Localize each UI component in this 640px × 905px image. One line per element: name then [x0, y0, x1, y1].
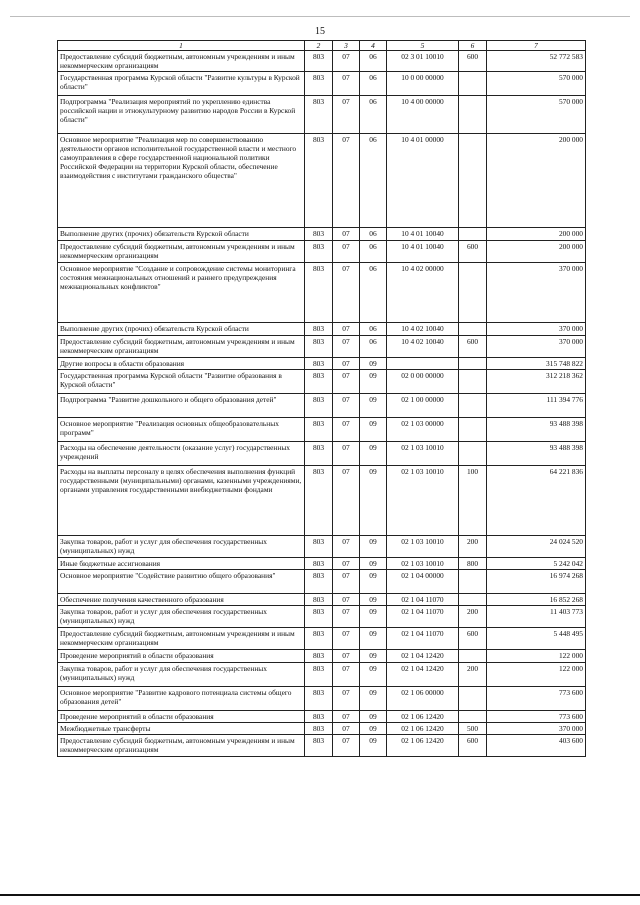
table-row: [58, 650, 586, 663]
cell-ved: 803: [305, 723, 333, 735]
table-row: [58, 228, 586, 241]
cell-pr: 09: [360, 723, 387, 735]
cell-ved: 803: [305, 466, 333, 536]
cell-sum: 24 024 520: [487, 536, 586, 558]
cell-rz: 07: [333, 96, 360, 134]
cell-rz: 07: [333, 723, 360, 735]
cell-sum: 122 000: [487, 663, 586, 687]
cell-sum: 315 748 822: [487, 358, 586, 370]
cell-vr: [459, 370, 487, 394]
cell-sum: 52 772 583: [487, 51, 586, 72]
cell-pr: 09: [360, 358, 387, 370]
cell-csr: 02 1 03 10010: [387, 442, 459, 466]
cell-csr: 02 0 00 00000: [387, 370, 459, 394]
cell-vr: 500: [459, 723, 487, 735]
table-row: [58, 263, 586, 323]
cell-pr: 09: [360, 594, 387, 606]
cell-csr: 02 1 06 12420: [387, 735, 459, 757]
cell-ved: 803: [305, 241, 333, 263]
cell-rz: 07: [333, 394, 360, 418]
cell-rz: 07: [333, 687, 360, 711]
cell-name: Проведение мероприятий в области образования: [58, 711, 305, 723]
cell-vr: 200: [459, 663, 487, 687]
cell-name: Основное мероприятие "Реализация основных общеобразовательных программ": [58, 418, 305, 442]
cell-sum: 200 000: [487, 228, 586, 241]
column-header-pr: 4: [360, 41, 387, 51]
cell-sum: 773 600: [487, 687, 586, 711]
table-row: [58, 358, 586, 370]
table-row: [58, 711, 586, 723]
top-rule: [10, 16, 630, 17]
cell-ved: 803: [305, 418, 333, 442]
table-row: [58, 628, 586, 650]
cell-name: Другие вопросы в области образования: [58, 358, 305, 370]
table-row: [58, 72, 586, 96]
cell-vr: [459, 96, 487, 134]
cell-pr: 09: [360, 370, 387, 394]
cell-pr: 06: [360, 336, 387, 358]
cell-ved: 803: [305, 536, 333, 558]
cell-name: Закупка товаров, работ и услуг для обеспечения государственных (муниципальных) нужд: [58, 663, 305, 687]
column-header-ved: 2: [305, 41, 333, 51]
cell-rz: 07: [333, 241, 360, 263]
table-row: [58, 394, 586, 418]
cell-sum: 570 000: [487, 96, 586, 134]
cell-pr: 09: [360, 536, 387, 558]
cell-pr: 09: [360, 606, 387, 628]
cell-ved: 803: [305, 735, 333, 757]
cell-sum: 111 394 776: [487, 394, 586, 418]
cell-csr: 10 4 01 00000: [387, 134, 459, 228]
cell-csr: 10 4 01 10040: [387, 228, 459, 241]
cell-sum: 11 403 773: [487, 606, 586, 628]
cell-sum: 370 000: [487, 723, 586, 735]
cell-pr: 06: [360, 134, 387, 228]
cell-pr: 09: [360, 418, 387, 442]
table-row: [58, 594, 586, 606]
cell-pr: 09: [360, 711, 387, 723]
cell-sum: 5 448 495: [487, 628, 586, 650]
cell-sum: 16 852 268: [487, 594, 586, 606]
cell-name: Предоставление субсидий бюджетным, автономным учреждениям и иным некоммерческим организациям: [58, 628, 305, 650]
column-header-vr: 6: [459, 41, 487, 51]
cell-sum: 64 221 836: [487, 466, 586, 536]
page-number: 15: [315, 26, 325, 37]
cell-csr: 02 1 04 00000: [387, 570, 459, 594]
cell-sum: 370 000: [487, 336, 586, 358]
cell-ved: 803: [305, 263, 333, 323]
cell-rz: 07: [333, 606, 360, 628]
cell-rz: 07: [333, 628, 360, 650]
cell-vr: 200: [459, 606, 487, 628]
bottom-rule: [0, 894, 640, 896]
cell-csr: [387, 358, 459, 370]
cell-ved: 803: [305, 650, 333, 663]
cell-pr: 09: [360, 466, 387, 536]
cell-csr: 02 1 06 12420: [387, 711, 459, 723]
column-header-name: 1: [58, 41, 305, 51]
cell-ved: 803: [305, 687, 333, 711]
cell-csr: 02 1 03 10010: [387, 466, 459, 536]
cell-name: Проведение мероприятий в области образования: [58, 650, 305, 663]
cell-csr: 02 1 04 11070: [387, 594, 459, 606]
cell-name: Межбюджетные трансферты: [58, 723, 305, 735]
cell-pr: 06: [360, 51, 387, 72]
cell-pr: 09: [360, 687, 387, 711]
cell-vr: [459, 711, 487, 723]
table-row: [58, 663, 586, 687]
cell-sum: 370 000: [487, 323, 586, 336]
cell-vr: 600: [459, 241, 487, 263]
cell-vr: [459, 358, 487, 370]
cell-vr: [459, 442, 487, 466]
table-row: [58, 723, 586, 735]
cell-rz: 07: [333, 370, 360, 394]
table-row: [58, 570, 586, 594]
cell-ved: 803: [305, 358, 333, 370]
cell-ved: 803: [305, 442, 333, 466]
column-header-rz: 3: [333, 41, 360, 51]
table-row: [58, 370, 586, 394]
cell-sum: 312 218 362: [487, 370, 586, 394]
cell-pr: 09: [360, 650, 387, 663]
cell-vr: [459, 263, 487, 323]
cell-rz: 07: [333, 323, 360, 336]
cell-pr: 09: [360, 394, 387, 418]
cell-ved: 803: [305, 51, 333, 72]
cell-csr: 10 4 02 10040: [387, 336, 459, 358]
cell-vr: [459, 594, 487, 606]
cell-pr: 09: [360, 663, 387, 687]
table-header-row: [58, 41, 586, 51]
cell-csr: 10 0 00 00000: [387, 72, 459, 96]
cell-sum: 5 242 042: [487, 558, 586, 570]
cell-csr: 10 4 02 00000: [387, 263, 459, 323]
cell-rz: 07: [333, 418, 360, 442]
cell-vr: [459, 687, 487, 711]
cell-sum: 200 000: [487, 134, 586, 228]
table-row: [58, 418, 586, 442]
cell-rz: 07: [333, 570, 360, 594]
cell-csr: 02 1 04 11070: [387, 628, 459, 650]
cell-rz: 07: [333, 72, 360, 96]
cell-pr: 06: [360, 228, 387, 241]
cell-name: Подпрограмма "Реализация мероприятий по укреплению единства российской нации и этнокультурному развитию народов России в Курской области": [58, 96, 305, 134]
cell-vr: 600: [459, 51, 487, 72]
cell-ved: 803: [305, 96, 333, 134]
cell-csr: 10 4 01 10040: [387, 241, 459, 263]
cell-rz: 07: [333, 594, 360, 606]
table-row: [58, 96, 586, 134]
cell-pr: 06: [360, 263, 387, 323]
cell-name: Предоставление субсидий бюджетным, автономным учреждениям и иным некоммерческим организациям: [58, 735, 305, 757]
cell-pr: 06: [360, 241, 387, 263]
table-row: [58, 735, 586, 757]
table-row: [58, 687, 586, 711]
cell-name: Предоставление субсидий бюджетным, автономным учреждениям и иным некоммерческим организациям: [58, 51, 305, 72]
cell-csr: 02 1 04 11070: [387, 606, 459, 628]
cell-pr: 06: [360, 323, 387, 336]
cell-csr: 02 1 00 00000: [387, 394, 459, 418]
cell-name: Предоставление субсидий бюджетным, автономным учреждениям и иным некоммерческим организациям: [58, 241, 305, 263]
cell-ved: 803: [305, 323, 333, 336]
cell-vr: 800: [459, 558, 487, 570]
cell-pr: 09: [360, 558, 387, 570]
cell-csr: 10 4 00 00000: [387, 96, 459, 134]
cell-vr: [459, 418, 487, 442]
cell-pr: 06: [360, 72, 387, 96]
cell-pr: 09: [360, 735, 387, 757]
cell-rz: 07: [333, 466, 360, 536]
cell-vr: 200: [459, 536, 487, 558]
cell-vr: [459, 72, 487, 96]
cell-ved: 803: [305, 594, 333, 606]
table-row: [58, 442, 586, 466]
cell-rz: 07: [333, 663, 360, 687]
cell-sum: 93 488 398: [487, 418, 586, 442]
cell-rz: 07: [333, 536, 360, 558]
cell-csr: 02 1 03 10010: [387, 558, 459, 570]
cell-sum: 370 000: [487, 263, 586, 323]
cell-name: Основное мероприятие "Реализация мер по совершенствованию деятельности органов исполнительной государственной власти и местного самоуправления в сфере государственной национальной политики Российской Федерации на территории Курской области, обеспечение взаимодействия с институтами гражданского общества": [58, 134, 305, 228]
cell-name: Основное мероприятие "Развитие кадрового потенциала системы общего образования детей": [58, 687, 305, 711]
cell-rz: 07: [333, 228, 360, 241]
cell-csr: 02 1 04 12420: [387, 650, 459, 663]
cell-csr: 02 1 04 12420: [387, 663, 459, 687]
cell-name: Государственная программа Курской области "Развитие культуры в Курской области": [58, 72, 305, 96]
cell-vr: 600: [459, 336, 487, 358]
cell-csr: 02 1 03 10010: [387, 536, 459, 558]
budget-table: [57, 40, 586, 757]
cell-name: Иные бюджетные ассигнования: [58, 558, 305, 570]
cell-rz: 07: [333, 735, 360, 757]
table-row: [58, 323, 586, 336]
cell-vr: [459, 228, 487, 241]
cell-vr: [459, 570, 487, 594]
cell-ved: 803: [305, 558, 333, 570]
cell-rz: 07: [333, 358, 360, 370]
cell-vr: 600: [459, 628, 487, 650]
cell-pr: 06: [360, 96, 387, 134]
column-header-sum: 7: [487, 41, 586, 51]
cell-ved: 803: [305, 663, 333, 687]
table-row: [58, 241, 586, 263]
table-row: [58, 134, 586, 228]
cell-sum: 16 974 268: [487, 570, 586, 594]
table-row: [58, 606, 586, 628]
table-row: [58, 466, 586, 536]
cell-csr: 02 1 03 00000: [387, 418, 459, 442]
cell-name: Обеспечение получения качественного образования: [58, 594, 305, 606]
cell-name: Выполнение других (прочих) обязательств Курской области: [58, 228, 305, 241]
cell-name: Предоставление субсидий бюджетным, автономным учреждениям и иным некоммерческим организациям: [58, 336, 305, 358]
cell-ved: 803: [305, 72, 333, 96]
cell-name: Основное мероприятие "Создание и сопровождение системы мониторинга состояния межнациональных отношений и раннего предупреждения межнациональных конфликтов": [58, 263, 305, 323]
cell-ved: 803: [305, 711, 333, 723]
cell-sum: 570 000: [487, 72, 586, 96]
cell-name: Подпрограмма "Развитие дошкольного и общего образования детей": [58, 394, 305, 418]
cell-rz: 07: [333, 442, 360, 466]
cell-rz: 07: [333, 558, 360, 570]
table-row: [58, 558, 586, 570]
cell-csr: 10 4 02 10040: [387, 323, 459, 336]
cell-ved: 803: [305, 606, 333, 628]
cell-name: Основное мероприятие "Содействие развитию общего образования": [58, 570, 305, 594]
cell-sum: 93 488 398: [487, 442, 586, 466]
cell-sum: 200 000: [487, 241, 586, 263]
cell-vr: [459, 650, 487, 663]
cell-csr: 02 1 06 00000: [387, 687, 459, 711]
cell-rz: 07: [333, 263, 360, 323]
cell-ved: 803: [305, 570, 333, 594]
cell-csr: 02 3 01 10010: [387, 51, 459, 72]
cell-rz: 07: [333, 51, 360, 72]
table-row: [58, 51, 586, 72]
cell-name: Государственная программа Курской области "Развитие образования в Курской области": [58, 370, 305, 394]
cell-sum: 122 000: [487, 650, 586, 663]
cell-name: Закупка товаров, работ и услуг для обеспечения государственных (муниципальных) нужд: [58, 606, 305, 628]
cell-vr: 600: [459, 735, 487, 757]
cell-csr: 02 1 06 12420: [387, 723, 459, 735]
cell-vr: 100: [459, 466, 487, 536]
cell-ved: 803: [305, 628, 333, 650]
cell-name: Расходы на выплаты персоналу в целях обеспечения выполнения функций государственными (муниципальными) органами, казенными учреждениями, органами управления государственными внебюджетными фондами: [58, 466, 305, 536]
table-row: [58, 336, 586, 358]
cell-vr: [459, 394, 487, 418]
column-header-csr: 5: [387, 41, 459, 51]
cell-sum: 773 600: [487, 711, 586, 723]
cell-rz: 07: [333, 650, 360, 663]
cell-rz: 07: [333, 336, 360, 358]
cell-ved: 803: [305, 228, 333, 241]
cell-rz: 07: [333, 711, 360, 723]
cell-name: Закупка товаров, работ и услуг для обеспечения государственных (муниципальных) нужд: [58, 536, 305, 558]
cell-vr: [459, 323, 487, 336]
cell-pr: 09: [360, 442, 387, 466]
cell-ved: 803: [305, 394, 333, 418]
cell-pr: 09: [360, 628, 387, 650]
cell-sum: 403 600: [487, 735, 586, 757]
cell-vr: [459, 134, 487, 228]
cell-name: Расходы на обеспечение деятельности (оказание услуг) государственных учреждений: [58, 442, 305, 466]
cell-ved: 803: [305, 336, 333, 358]
cell-pr: 09: [360, 570, 387, 594]
cell-ved: 803: [305, 134, 333, 228]
table-row: [58, 536, 586, 558]
cell-ved: 803: [305, 370, 333, 394]
cell-rz: 07: [333, 134, 360, 228]
cell-name: Выполнение других (прочих) обязательств Курской области: [58, 323, 305, 336]
